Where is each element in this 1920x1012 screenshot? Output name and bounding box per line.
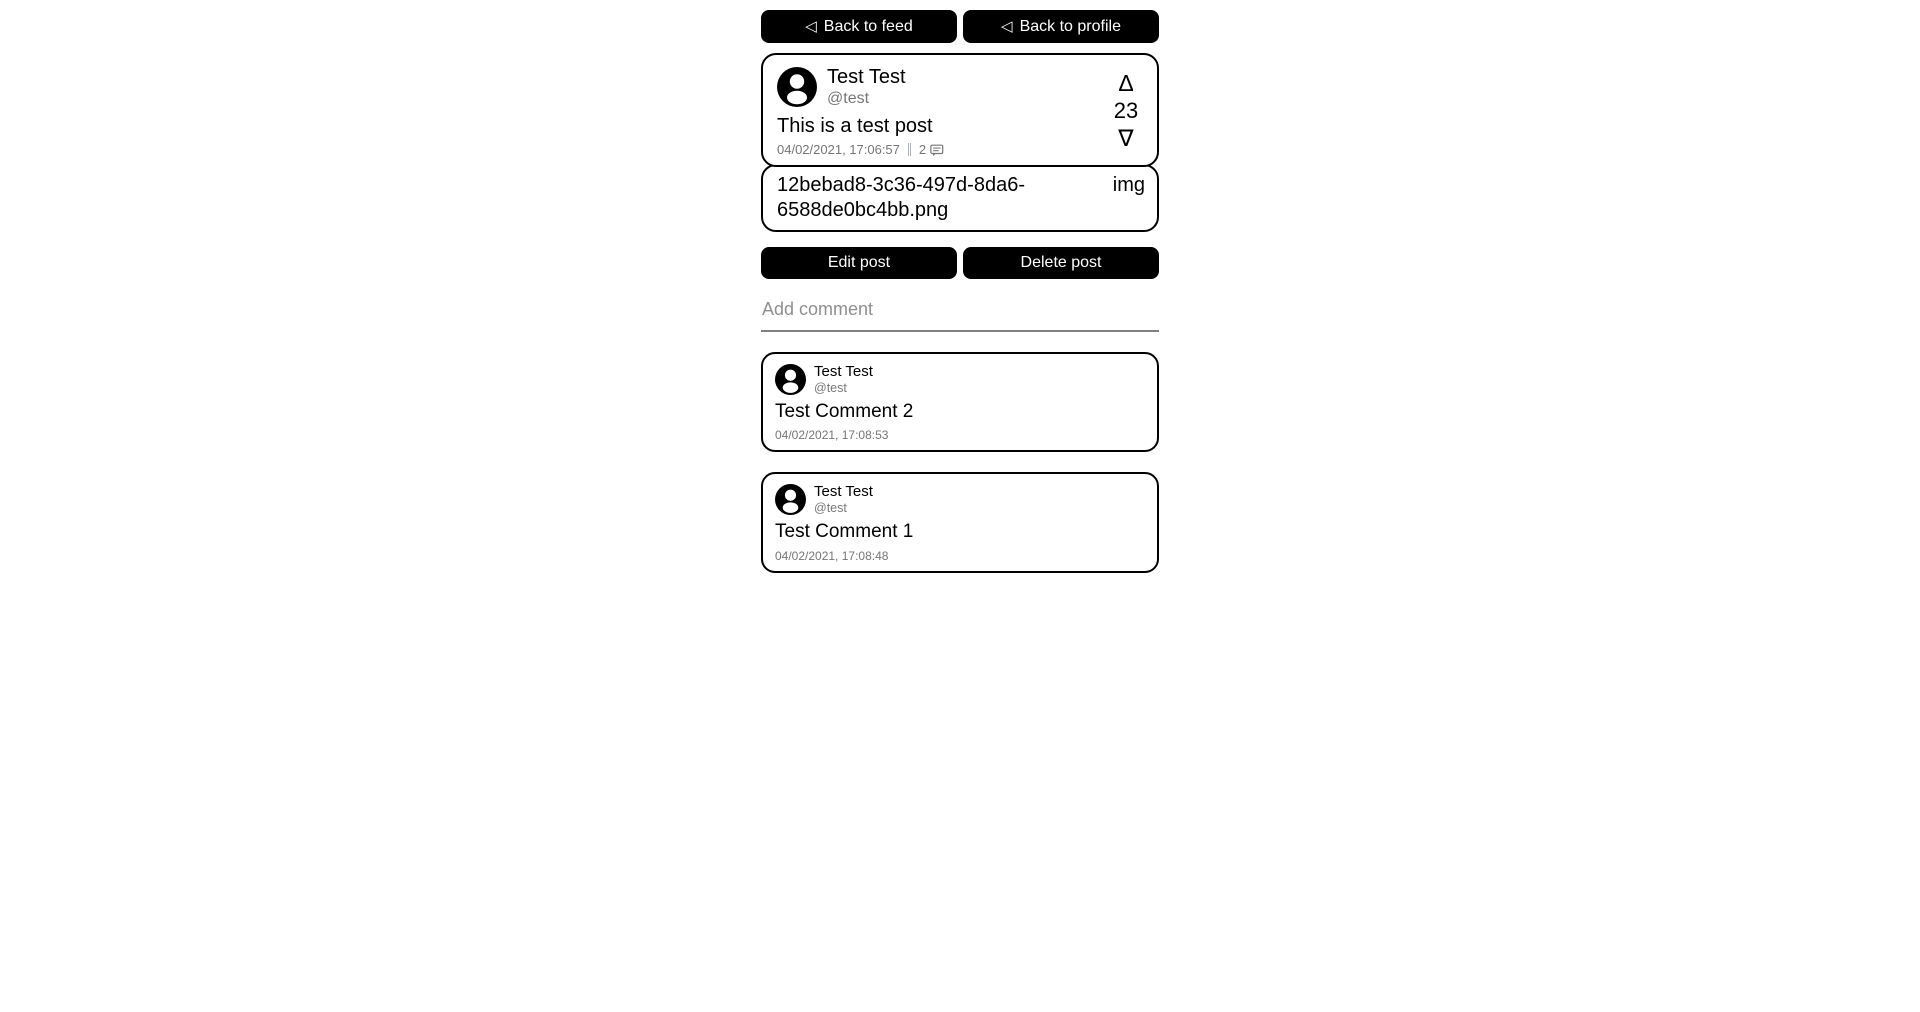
comment-content: Test Comment 2 <box>775 400 914 422</box>
comment-bubble-icon <box>930 143 944 157</box>
comment-author-row <box>775 483 1145 515</box>
post-author-names <box>827 65 906 108</box>
edit-post-button[interactable]: Edit post <box>761 247 957 279</box>
comment-author-handle: @test <box>814 381 847 396</box>
post-timestamp: 04/02/2021, 17:06:57 <box>777 142 900 158</box>
post-body <box>777 65 1107 157</box>
back-arrow-icon: ◁ <box>805 18 817 35</box>
back-to-feed-label: Back to feed <box>823 17 913 35</box>
comment-count-value: 2 <box>918 142 927 158</box>
comment-author-name: Test Test <box>814 363 873 381</box>
vote-score: 23 <box>1113 98 1139 124</box>
comment-author-names <box>814 363 873 395</box>
post-content: This is a test post <box>777 115 933 138</box>
back-to-profile-label: Back to profile <box>1019 17 1121 35</box>
post-card <box>761 53 1159 167</box>
back-to-profile-button[interactable] <box>963 10 1159 43</box>
comments-list <box>761 352 1159 572</box>
user-avatar-icon <box>775 484 806 515</box>
comment-content: Test Comment 1 <box>775 520 914 542</box>
meta-divider <box>908 143 911 156</box>
comment-author-handle: @test <box>814 501 847 516</box>
user-avatar-icon <box>777 67 817 107</box>
top-nav-row <box>761 10 1159 43</box>
user-avatar-icon <box>775 364 806 395</box>
comment-card <box>761 352 1159 452</box>
upvote-button[interactable]: Δ <box>1118 69 1134 96</box>
comment-author-names <box>814 483 873 515</box>
comment-count <box>919 142 944 157</box>
comment-card <box>761 472 1159 572</box>
comment-author-row <box>775 363 1145 395</box>
vote-column <box>1107 65 1145 157</box>
back-to-feed-button[interactable] <box>761 10 957 43</box>
post-detail-page <box>761 0 1159 573</box>
attachment-filename[interactable]: 12bebad8-3c36-497d-8da6-6588de0bc4bb.png <box>777 174 1025 222</box>
attachment-type-label: img <box>1112 174 1145 197</box>
comment-timestamp: 04/02/2021, 17:08:48 <box>775 548 889 563</box>
post-author-handle: @test <box>827 90 870 107</box>
post-actions-row <box>761 247 1159 279</box>
post-author-name: Test Test <box>827 66 906 88</box>
delete-post-button[interactable]: Delete post <box>963 247 1159 279</box>
back-arrow-icon: ◁ <box>1001 18 1013 35</box>
downvote-button[interactable]: ∇ <box>1118 125 1134 152</box>
comment-author-name: Test Test <box>814 483 873 501</box>
post-author-row <box>777 65 1107 108</box>
post-attachment[interactable] <box>761 164 1159 232</box>
comment-timestamp: 04/02/2021, 17:08:53 <box>775 428 889 443</box>
post-meta-row <box>777 142 1107 157</box>
add-comment-input[interactable] <box>761 293 1159 332</box>
